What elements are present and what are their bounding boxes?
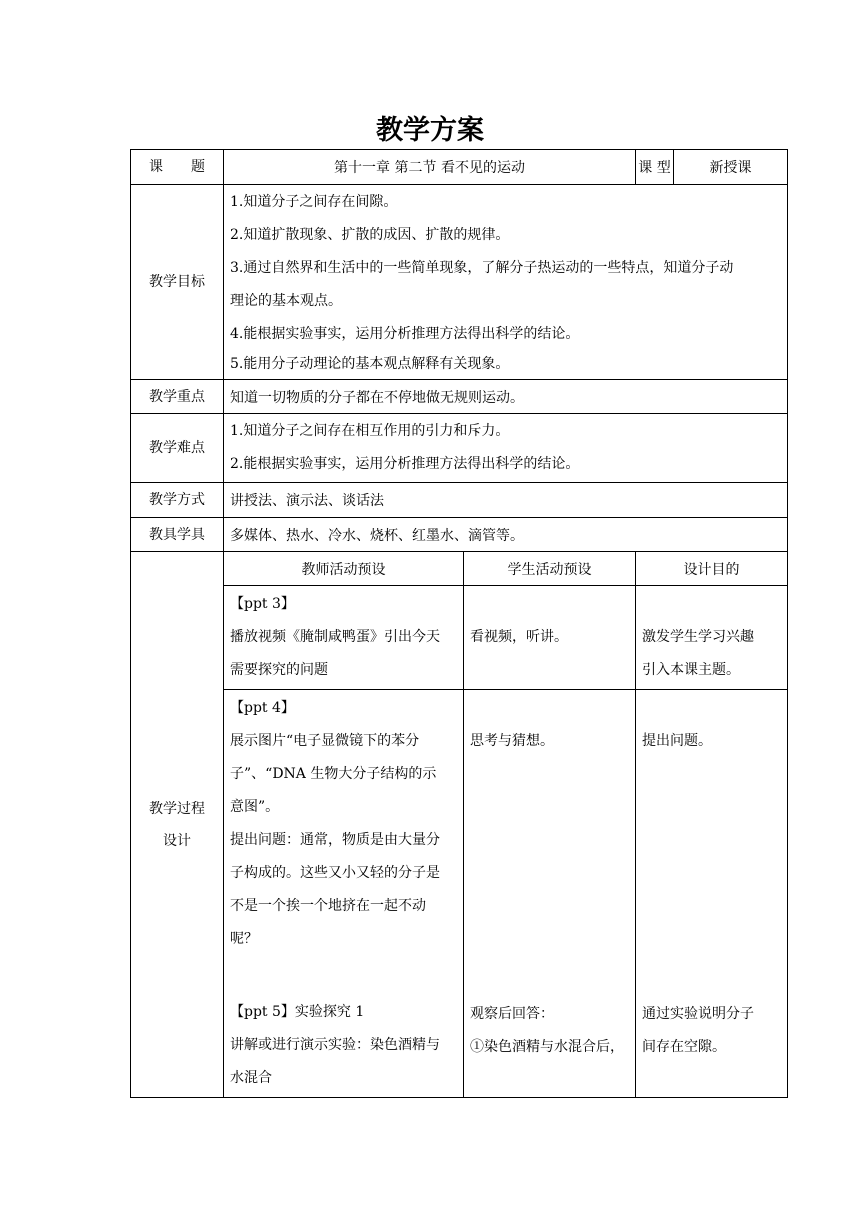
teacher-line: 展示图片“电子显微镜下的苯分 xyxy=(230,733,420,749)
tools-label: 教具学具 xyxy=(131,518,224,552)
process-row xyxy=(131,690,788,1098)
teacher-line: 意图”。 xyxy=(230,799,280,815)
method-row xyxy=(131,483,788,518)
teacher-line: 【ppt 4】 xyxy=(230,700,295,716)
purpose-line: 引入本课主题。 xyxy=(642,662,740,678)
student-line: 看视频，听讲。 xyxy=(470,629,568,645)
teacher-line: 讲解或进行演示实验：染色酒精与 xyxy=(230,1037,440,1053)
process-label xyxy=(131,552,224,1098)
teacher-line: 需要探究的问题 xyxy=(230,662,328,678)
type-value: 新授课 xyxy=(674,150,788,185)
key-point-label: 教学重点 xyxy=(131,380,224,414)
teacher-line: 子”、“DNA 生物大分子结构的示 xyxy=(230,766,437,782)
col-purpose-header: 设计目的 xyxy=(636,552,788,586)
student-line: ①染色酒精与水混合后， xyxy=(470,1039,624,1055)
process-label-line: 设计 xyxy=(163,832,191,849)
topic-value: 第十一章 第二节 看不见的运动 xyxy=(224,150,636,185)
topic-label: 课 题 xyxy=(131,150,224,185)
teacher-line: 【ppt 3】 xyxy=(230,596,295,612)
student-line: 观察后回答： xyxy=(470,1006,554,1022)
col-teacher-header: 教师活动预设 xyxy=(224,552,464,586)
objective-item: 1.知道分子之间存在间隙。 xyxy=(230,194,398,210)
teacher-line: 子构成的。这些又小又轻的分子是 xyxy=(230,865,440,881)
objectives-list xyxy=(224,185,788,380)
objective-item: 2.知道扩散现象、扩散的成因、扩散的规律。 xyxy=(230,227,510,243)
difficulty-label: 教学难点 xyxy=(131,414,224,483)
difficulty-item: 1.知道分子之间存在相互作用的引力和斥力。 xyxy=(230,423,510,439)
teacher-line: 【ppt 5】实验探究 1 xyxy=(230,1004,365,1020)
teacher-line: 呢？ xyxy=(230,931,258,947)
method-label: 教学方式 xyxy=(131,483,224,518)
teacher-activity xyxy=(224,690,464,1098)
objective-item: 3.通过自然界和生活中的一些简单现象，了解分子热运动的一些特点，知道分子动 xyxy=(230,260,734,276)
key-point-row xyxy=(131,380,788,414)
objectives-row xyxy=(131,185,788,380)
process-row xyxy=(131,586,788,690)
purpose-line: 通过实验说明分子 xyxy=(642,1006,754,1022)
student-line: 思考与猜想。 xyxy=(470,733,554,749)
header-row xyxy=(131,150,788,185)
objective-item: 4.能根据实验事实，运用分析推理方法得出科学的结论。 xyxy=(230,326,580,342)
teacher-line: 水混合 xyxy=(230,1070,272,1086)
teacher-line: 提出问题：通常，物质是由大量分 xyxy=(230,832,440,848)
design-purpose xyxy=(636,586,788,690)
type-label: 课 型 xyxy=(636,150,674,185)
teacher-line: 播放视频《腌制咸鸭蛋》引出今天 xyxy=(230,629,440,645)
tools-value: 多媒体、热水、冷水、烧杯、红墨水、滴管等。 xyxy=(224,518,788,552)
page-title: 教学方案 xyxy=(376,115,484,146)
purpose-line: 间存在空隙。 xyxy=(642,1039,726,1055)
method-value: 讲授法、演示法、谈话法 xyxy=(224,483,788,518)
process-header-row xyxy=(131,552,788,586)
difficulty-item: 2.能根据实验事实，运用分析推理方法得出科学的结论。 xyxy=(230,456,580,472)
teacher-line: 不是一个挨一个地挤在一起不动 xyxy=(230,898,426,914)
objective-item: 5.能用分子动理论的基本观点解释有关现象。 xyxy=(230,356,510,372)
difficulty-row xyxy=(131,414,788,483)
design-purpose xyxy=(636,690,788,1098)
objective-item: 理论的基本观点。 xyxy=(230,293,342,309)
key-point-value: 知道一切物质的分子都在不停地做无规则运动。 xyxy=(224,380,788,414)
student-activity xyxy=(464,586,636,690)
lesson-plan-table xyxy=(130,149,788,1098)
purpose-line: 激发学生学习兴趣 xyxy=(642,629,754,645)
teacher-activity xyxy=(224,586,464,690)
purpose-line: 提出问题。 xyxy=(642,733,712,749)
tools-row xyxy=(131,518,788,552)
student-activity xyxy=(464,690,636,1098)
process-label-line: 教学过程 xyxy=(149,800,205,817)
objectives-label: 教学目标 xyxy=(131,185,224,380)
col-student-header: 学生活动预设 xyxy=(464,552,636,586)
difficulty-list xyxy=(224,414,788,483)
